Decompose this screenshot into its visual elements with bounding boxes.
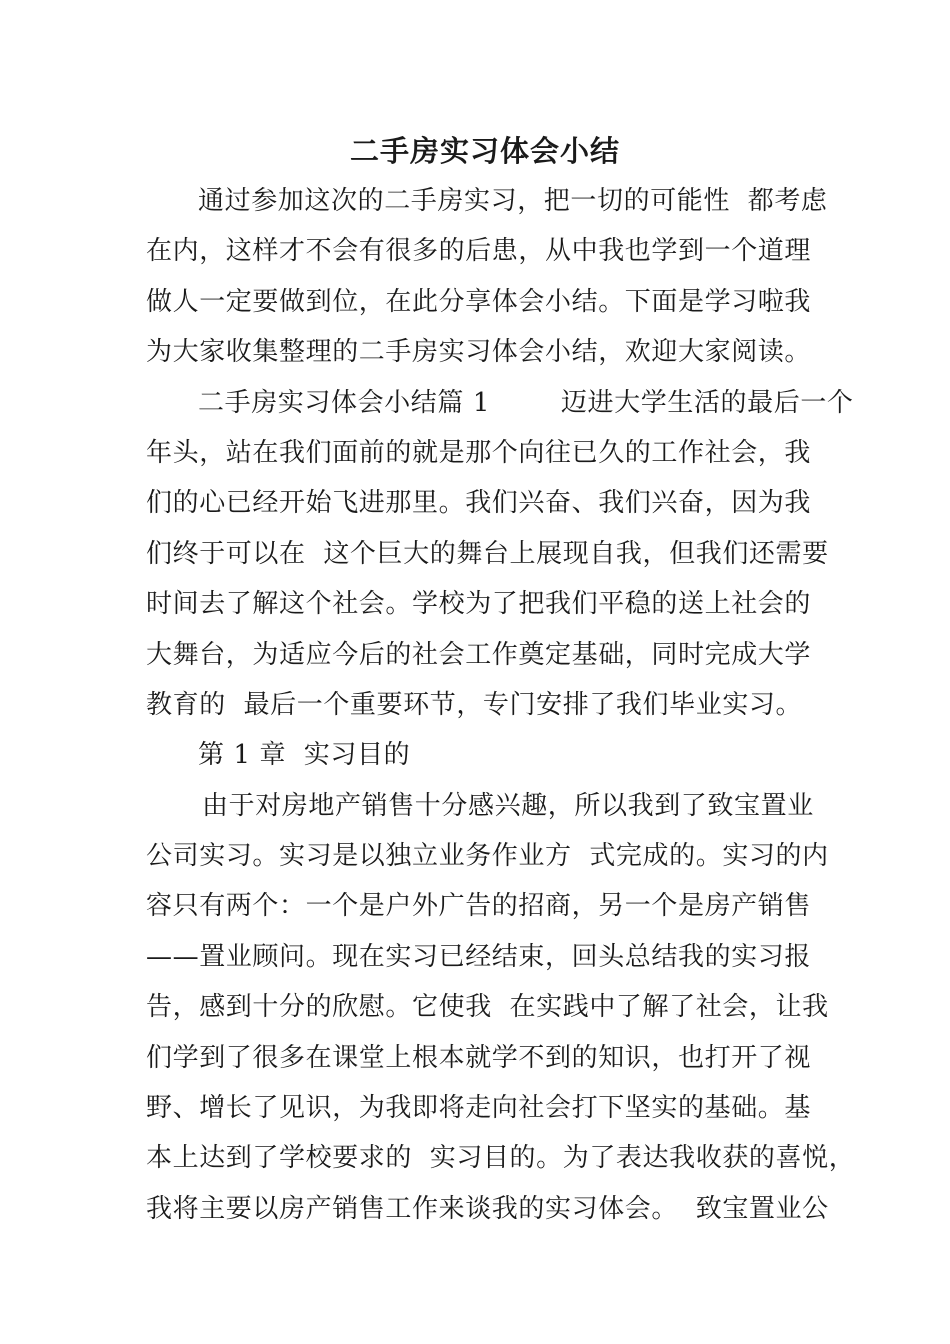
- paragraph-line: 公司实习。实习是以独立业务作业方 式完成的。实习的内: [146, 841, 829, 872]
- paragraph-line: 做人一定要做到位，在此分享体会小结。下面是学习啦我: [146, 286, 812, 317]
- paragraph-line: 们学到了很多在课堂上根本就学不到的知识，也打开了视: [146, 1042, 812, 1073]
- document-title: 二手房实习体会小结: [349, 134, 620, 168]
- paragraph-line: 由于对房地产销售十分感兴趣，所以我到了致宝置业: [202, 790, 814, 821]
- paragraph-line: 们的心已经开始飞进那里。我们兴奋、我们兴奋，因为我: [146, 488, 812, 519]
- paragraph-line: 们终于可以在 这个巨大的舞台上展现自我，但我们还需要: [146, 538, 829, 569]
- paragraph-line: 为大家收集整理的二手房实习体会小结，欢迎大家阅读。: [146, 337, 812, 368]
- paragraph-line: 时间去了解这个社会。学校为了把我们平稳的送上社会的: [146, 589, 812, 620]
- paragraph-line: 野、增长了见识，为我即将走向社会打下坚实的基础。基: [146, 1093, 812, 1124]
- paragraph-line: 通过参加这次的二手房实习，把一切的可能性 都考虑: [198, 186, 828, 216]
- paragraph-line: 容只有两个：一个是户外广告的招商，另一个是房产销售: [146, 891, 812, 922]
- paragraph-line: 在内，这样才不会有很多的后患，从中我也学到一个道理: [146, 236, 812, 267]
- document-body: [146, 176, 856, 1234]
- paragraph-line: 大舞台，为适应今后的社会工作奠定基础，同时完成大学: [146, 639, 812, 670]
- paragraph-line: 年头，站在我们面前的就是那个向往已久的工作社会，我: [146, 437, 812, 468]
- paragraph-line: 二手房实习体会小结篇 1 迈进大学生活的最后一个: [198, 387, 854, 418]
- paragraph-line: 告，感到十分的欣慰。它使我 在实践中了解了社会，让我: [146, 992, 829, 1023]
- paragraph-line: 我将主要以房产销售工作来谈我的实习体会。 致宝置业公: [146, 1193, 829, 1224]
- paragraph-line: 教育的 最后一个重要环节，专门安排了我们毕业实习。: [146, 689, 803, 720]
- section-heading: 第 1 章 实习目的: [198, 740, 411, 771]
- paragraph-line: 本上达到了学校要求的 实习目的。为了表达我收获的喜悦，: [146, 1143, 856, 1174]
- paragraph-line: ——置业顾问。现在实习已经结束，回头总结我的实习报: [146, 941, 812, 972]
